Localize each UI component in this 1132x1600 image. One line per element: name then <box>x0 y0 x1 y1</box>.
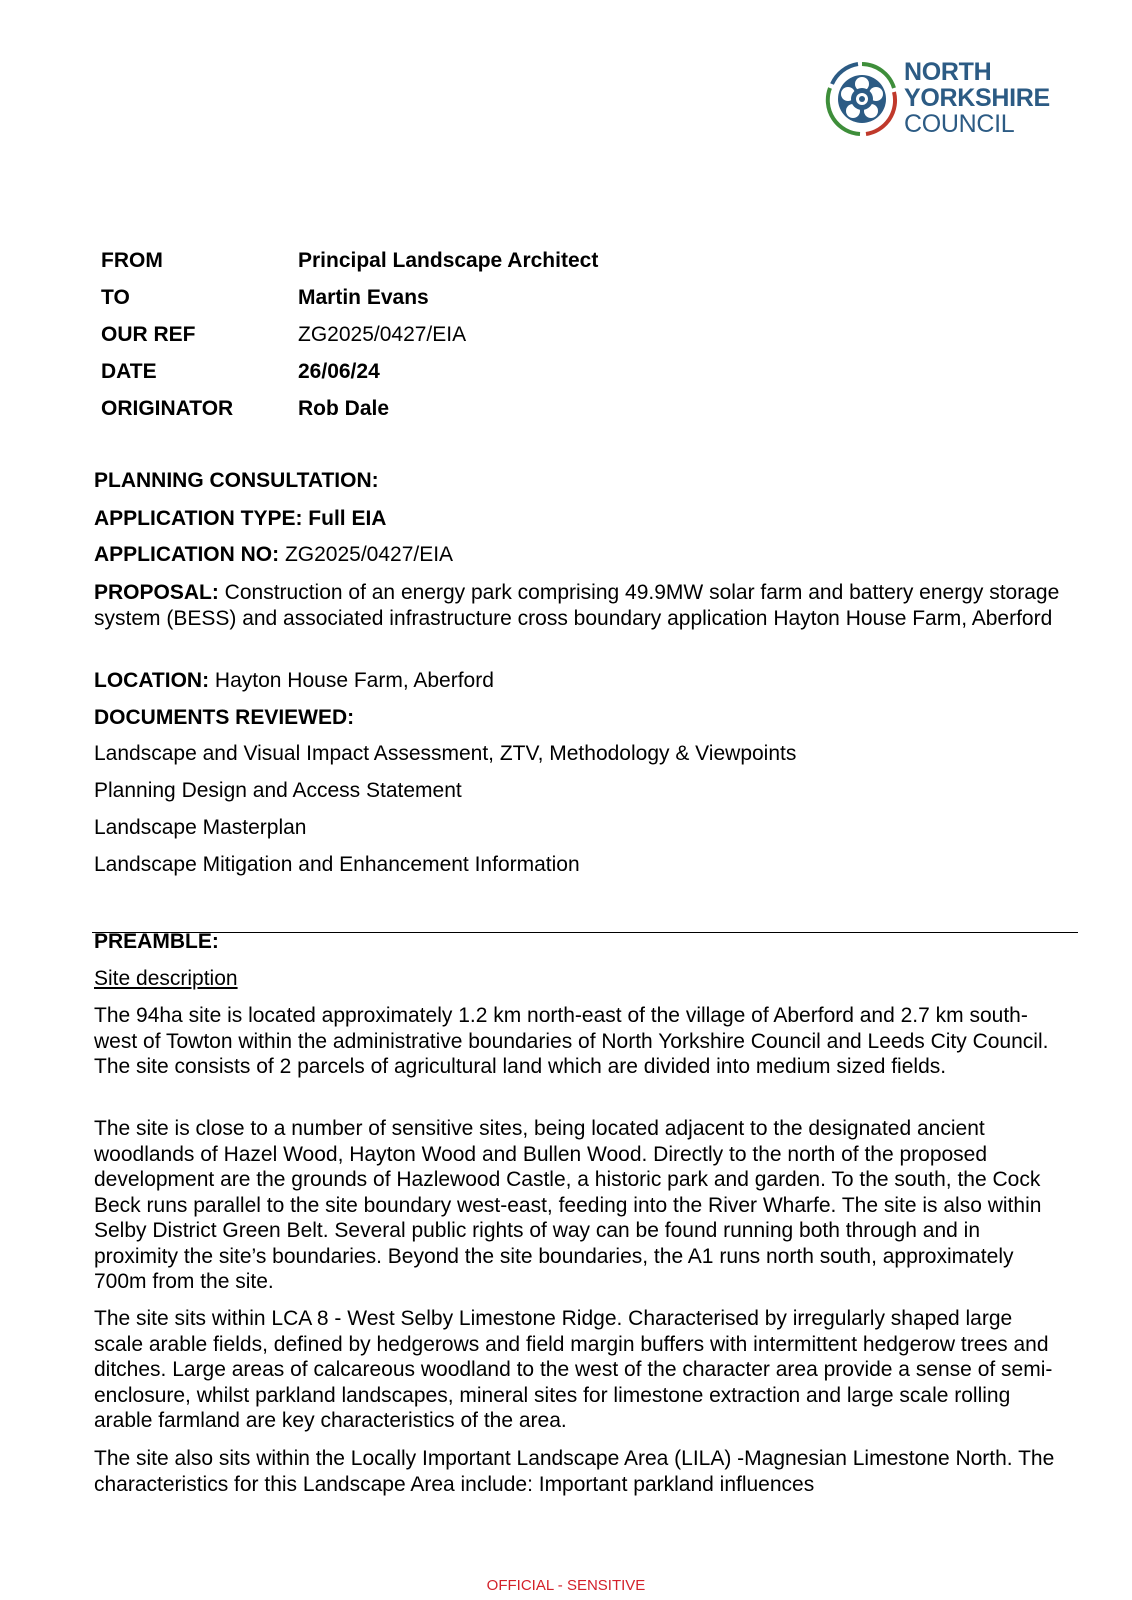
preamble-paragraph: The site also sits within the Locally Important Landscape Area (LILA) -Magnesian Limestone North. The characteristics for this Landscape Area include: Important parkland influences <box>94 1447 1055 1496</box>
council-logo <box>822 58 1072 142</box>
consultation-heading: PLANNING CONSULTATION: <box>94 469 379 492</box>
preamble-paragraph: The site sits within LCA 8 - West Selby Limestone Ridge. Characterised by irregularly shaped large scale arable fields, defined by hedgerows and field margin buffers with intermittent hedgerow trees and ditches. Large areas of calcareous woodland to the west of the character area provide a sense of semi-enclosure, whilst parkland landscapes, mineral sites for limestone extraction and large scale rolling arable farmland are key characteristics of the area. <box>94 1307 1053 1432</box>
date-value: 26/06/24 <box>298 360 380 383</box>
logo-text-yorkshire: YORKSHIRE <box>904 84 1050 112</box>
document-item: Landscape Mitigation and Enhancement Information <box>94 853 580 876</box>
document-item: Landscape and Visual Impact Assessment, ZTV, Methodology & Viewpoints <box>94 742 797 765</box>
application-number <box>94 542 1066 568</box>
proposal <box>94 580 1066 631</box>
classification-footer: OFFICIAL - SENSITIVE <box>486 1577 646 1594</box>
to-value: Martin Evans <box>298 286 429 309</box>
preamble-paragraph: The 94ha site is located approximately 1.2 km north-east of the village of Aberford and 2.7 km south-west of Towton within the administrative boundaries of North Yorkshire Council and Leeds City Council. The site consists of 2 parcels of agricultural land which are divided into medium sized fields. <box>94 1004 1049 1078</box>
logo-text-north: NORTH <box>904 58 992 86</box>
application-type: APPLICATION TYPE: Full EIA <box>94 507 387 530</box>
location-value: Hayton House Farm, Aberford <box>209 669 494 692</box>
rose-emblem-icon <box>822 58 902 142</box>
to-label: TO <box>101 286 130 309</box>
ref-value: ZG2025/0427/EIA <box>298 323 467 346</box>
proposal-label: PROPOSAL: <box>94 581 219 604</box>
application-number-label: APPLICATION NO: <box>94 543 280 566</box>
from-value: Principal Landscape Architect <box>298 249 599 272</box>
date-label: DATE <box>101 360 157 383</box>
preamble-paragraph: The site is close to a number of sensitive sites, being located adjacent to the designated ancient woodlands of Hazel Wood, Hayton Wood and Bullen Wood. Directly to the north of the proposed development are the grounds of Hazlewood Castle, a historic park and garden. To the south, the Cock Beck runs parallel to the site boundary west-east, feeding into the River Wharfe. The site is also within Selby District Green Belt. Several public rights of way can be found running both through and in proximity the site’s boundaries. Beyond the site boundaries, the A1 runs north south, approximately 700m from the site. <box>94 1117 1042 1293</box>
documents-heading: DOCUMENTS REVIEWED: <box>94 706 355 729</box>
preamble-heading: PREAMBLE: <box>94 930 219 953</box>
application-number-value: ZG2025/0427/EIA <box>279 543 454 566</box>
proposal-value: Construction of an energy park comprising 49.9MW solar farm and battery energy storage system (BESS) and associated infrastructure cross boundary application Hayton House Farm, Aberford <box>94 581 1060 630</box>
originator-value: Rob Dale <box>298 397 390 420</box>
location-label: LOCATION: <box>94 669 210 692</box>
document-item: Landscape Masterplan <box>94 816 307 839</box>
logo-text-council: COUNCIL <box>904 110 1015 138</box>
ref-label: OUR REF <box>101 323 196 346</box>
from-label: FROM <box>101 249 163 272</box>
originator-label: ORIGINATOR <box>101 397 234 420</box>
location <box>94 668 1066 694</box>
site-description-heading: Site description <box>94 967 238 990</box>
document-item: Planning Design and Access Statement <box>94 779 462 802</box>
